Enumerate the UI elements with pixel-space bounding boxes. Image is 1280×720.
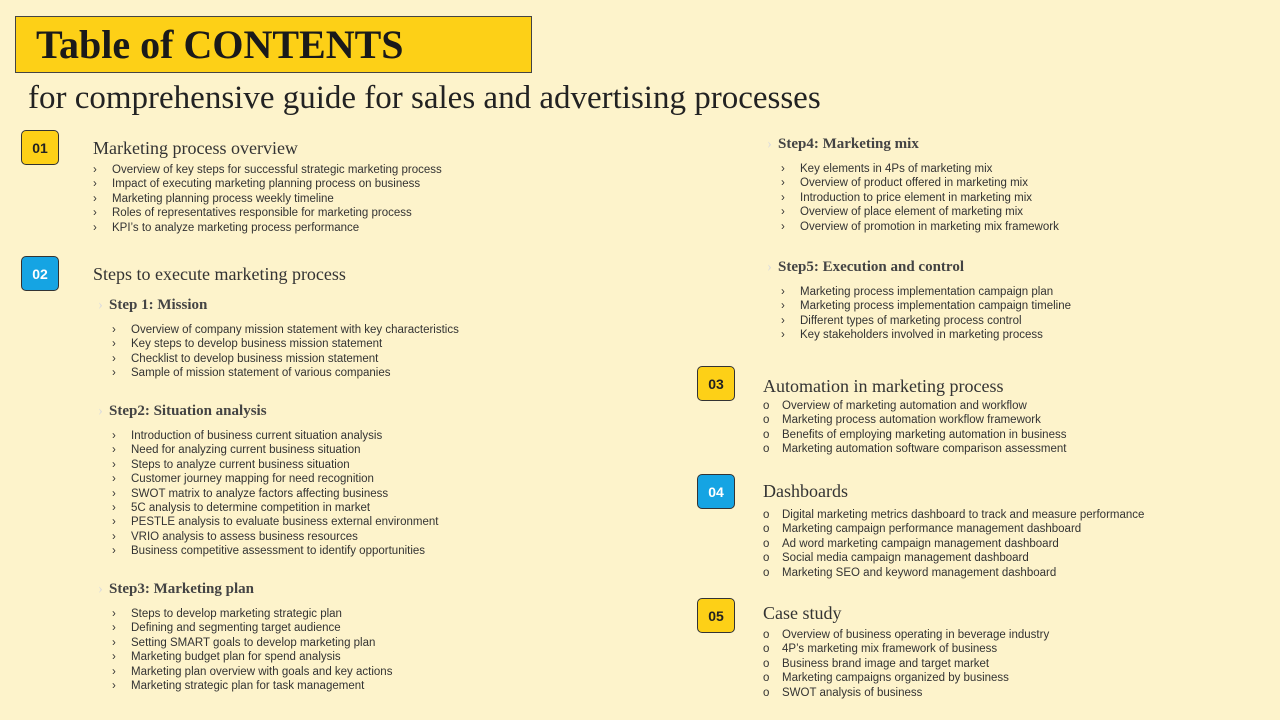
circle-bullet-icon: o [763, 552, 770, 565]
section-title: Automation in marketing process [763, 376, 1004, 396]
list-item: › Customer journey mapping for need recognition [112, 473, 374, 486]
list-item: › Overview of promotion in marketing mix framework [781, 220, 1059, 233]
list-item: › Need for analyzing current business situation [112, 444, 361, 457]
list-item: › VRIO analysis to assess business resources [112, 530, 358, 543]
chevron-bullet-icon: › [93, 164, 97, 176]
title-banner [15, 16, 532, 73]
list-item: › Marketing process implementation campaign plan [781, 286, 1054, 298]
circle-bullet-icon: o [763, 643, 770, 656]
section-item-list [93, 163, 442, 235]
chevron-bullet-icon: › [112, 458, 116, 471]
list-item: › Checklist to develop business mission statement [112, 352, 379, 365]
list-item: › Marketing strategic plan for task management [112, 680, 365, 693]
step-title: › Step3: Marketing plan [98, 581, 254, 598]
list-item: › Overview of place element of marketing mix [781, 206, 1024, 219]
step-item-list [112, 607, 392, 693]
chevron-bullet-icon: › [781, 329, 785, 342]
list-item: o Marketing campaigns organized by business [763, 672, 1009, 685]
list-item: › Different types of marketing process control [781, 314, 1022, 327]
chevron-bullet-icon: › [112, 545, 116, 558]
section-title: Dashboards [763, 481, 848, 501]
step-title: › Step2: Situation analysis [98, 403, 267, 420]
section-number-badge: 03 [697, 366, 735, 401]
chevron-bullet-icon: › [112, 665, 116, 678]
circle-bullet-icon: o [763, 443, 770, 456]
chevron-bullet-icon: › [112, 367, 116, 380]
list-item: › Key steps to develop business mission statement [112, 338, 383, 351]
list-item: › Introduction of business current situation analysis [112, 430, 383, 442]
chevron-bullet-icon: › [112, 324, 116, 336]
chevron-bullet-icon: › [112, 430, 116, 442]
list-item: o SWOT analysis of business [763, 686, 923, 699]
chevron-bullet-icon: › [112, 338, 116, 351]
list-item: o Overview of marketing automation and workflow [763, 400, 1027, 412]
list-item: › Overview of product offered in marketing mix [781, 177, 1028, 190]
section-item-list [763, 508, 1144, 580]
chevron-bullet-icon: › [112, 473, 116, 486]
section-title: Case study [763, 603, 842, 623]
list-item: o Digital marketing metrics dashboard to track and measure performance [763, 509, 1145, 521]
section-item-list [763, 628, 1049, 700]
section-number-badge: 04 [697, 474, 735, 509]
chevron-bullet-icon: › [112, 487, 116, 500]
chevron-bullet-icon: › [112, 651, 116, 664]
chevron-bullet-icon: › [112, 352, 116, 365]
step-title: › Step4: Marketing mix [767, 136, 919, 153]
list-item: › Business competitive assessment to identify opportunities [112, 545, 426, 558]
chevron-bullet-icon: › [781, 206, 785, 219]
step-item-list [781, 162, 1059, 234]
list-item: o Marketing automation software comparison assessment [763, 443, 1067, 456]
step-item-list [112, 323, 459, 381]
list-item: › Overview of company mission statement with key characteristics [112, 324, 459, 336]
step-item-list [112, 429, 438, 559]
chevron-bullet-icon: › [112, 622, 116, 635]
section-number-badge: 05 [697, 598, 735, 633]
page-title [36, 21, 404, 68]
list-item: › Sample of mission statement of various companies [112, 367, 391, 380]
list-item: o Marketing SEO and keyword management dashboard [763, 566, 1057, 579]
chevron-bullet-icon: › [781, 163, 785, 175]
list-item: › SWOT matrix to analyze factors affecting business [112, 487, 389, 500]
section-number-badge: 01 [21, 130, 59, 165]
chevron-bullet-icon: › [112, 444, 116, 457]
chevron-bullet-icon: › [781, 177, 785, 190]
section-title: Steps to execute marketing process [93, 264, 346, 284]
list-item: o Benefits of employing marketing automation in business [763, 428, 1067, 441]
page-subtitle: for comprehensive guide for sales and advertising processes [28, 80, 821, 116]
circle-bullet-icon: o [763, 400, 770, 412]
list-item: o Marketing campaign performance management dashboard [763, 523, 1082, 536]
list-item: › Key stakeholders involved in marketing process [781, 329, 1043, 342]
step-title: › Step5: Execution and control [767, 259, 964, 276]
circle-bullet-icon: o [763, 523, 770, 536]
list-item: o Ad word marketing campaign management dashboard [763, 537, 1059, 550]
list-item: o Marketing process automation workflow framework [763, 414, 1041, 427]
circle-bullet-icon: o [763, 686, 770, 699]
circle-bullet-icon: o [763, 657, 770, 670]
chevron-bullet-icon: › [781, 314, 785, 327]
list-item: › Impact of executing marketing planning process on business [93, 178, 421, 191]
list-item: › Steps to analyze current business situation [112, 458, 350, 471]
chevron-bullet-icon: › [781, 300, 785, 313]
section-number-badge: 02 [21, 256, 59, 291]
circle-bullet-icon: o [763, 428, 770, 441]
chevron-bullet-icon: › [112, 516, 116, 529]
list-item: › Marketing planning process weekly timeline [93, 192, 334, 205]
list-item: › Defining and segmenting target audience [112, 622, 341, 635]
list-item: › PESTLE analysis to evaluate business external environment [112, 516, 439, 529]
list-item: o Social media campaign management dashboard [763, 552, 1029, 565]
list-item: o Business brand image and target market [763, 657, 990, 670]
chevron-bullet-icon: › [112, 530, 116, 543]
section-title: Marketing process overview [93, 138, 298, 158]
list-item: › 5C analysis to determine competition in market [112, 502, 371, 515]
list-item: › Roles of representatives responsible for marketing process [93, 207, 412, 220]
circle-bullet-icon: o [763, 672, 770, 685]
list-item: o Overview of business operating in beverage industry [763, 629, 1050, 641]
list-item: › Key elements in 4Ps of marketing mix [781, 163, 993, 175]
circle-bullet-icon: o [763, 566, 770, 579]
chevron-bullet-icon: › [93, 192, 97, 205]
list-item: › Overview of key steps for successful strategic marketing process [93, 164, 442, 176]
step-title: › Step 1: Mission [98, 297, 207, 314]
list-item: › Steps to develop marketing strategic plan [112, 608, 342, 620]
chevron-bullet-icon: › [112, 502, 116, 515]
list-item: › Introduction to price element in marketing mix [781, 191, 1033, 204]
section-item-list [763, 399, 1066, 457]
list-item: › Setting SMART goals to develop marketing plan [112, 636, 376, 649]
step-item-list [781, 285, 1071, 343]
circle-bullet-icon: o [763, 414, 770, 427]
chevron-bullet-icon: › [781, 286, 785, 298]
title-main: CONTENTS [183, 22, 404, 67]
circle-bullet-icon: o [763, 509, 770, 521]
chevron-bullet-icon: › [781, 220, 785, 233]
list-item: › Marketing budget plan for spend analysis [112, 651, 341, 664]
chevron-bullet-icon: › [781, 191, 785, 204]
circle-bullet-icon: o [763, 537, 770, 550]
chevron-bullet-icon: › [112, 636, 116, 649]
chevron-bullet-icon: › [112, 680, 116, 693]
circle-bullet-icon: o [763, 629, 770, 641]
list-item: › Marketing plan overview with goals and key actions [112, 665, 393, 678]
chevron-bullet-icon: › [112, 608, 116, 620]
title-prefix: Table of [36, 22, 184, 67]
chevron-bullet-icon: › [93, 207, 97, 220]
list-item: › KPI’s to analyze marketing process performance [93, 221, 360, 234]
chevron-bullet-icon: › [93, 178, 97, 191]
list-item: › Marketing process implementation campaign timeline [781, 300, 1072, 313]
chevron-bullet-icon: › [93, 221, 97, 234]
list-item: o 4P’s marketing mix framework of business [763, 643, 998, 656]
